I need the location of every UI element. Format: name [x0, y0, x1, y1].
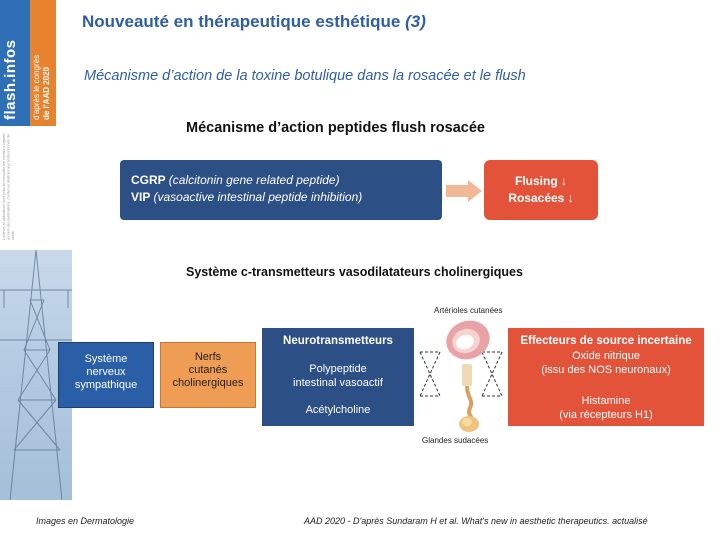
artery-icon: [444, 318, 498, 362]
congress-line-1: d'après le congrès: [32, 54, 41, 120]
arterioles-label: Artérioles cutanées: [434, 306, 503, 315]
title-number: (3): [405, 12, 426, 31]
neurotransmitters-box: [262, 328, 414, 426]
system-heading: Système c-transmetteurs vasodilatateurs cholinergiques: [186, 265, 523, 279]
diagram-heading: Mécanisme d’action peptides flush rosacée: [186, 120, 485, 136]
vip-full: (vasoactive intestinal peptide inhibition): [153, 190, 363, 204]
page-subtitle: Mécanisme d’action de la toxine botulique dans la rosacée et le flush: [84, 68, 526, 84]
peptide-line-2: intestinal vasoactif: [293, 377, 383, 389]
histamine-line-2: (via récepteurs H1): [559, 409, 653, 421]
neuro-heading: Neurotransmetteurs: [283, 335, 393, 347]
rosacea-label: Rosacées ↓: [508, 191, 574, 205]
nerfs-line-3: cholinergiques: [172, 377, 244, 389]
nerfs-line-2: cutanés: [188, 364, 228, 376]
nitric-oxide: [508, 349, 704, 377]
cgrp-abbr: CGRP: [131, 173, 166, 187]
systeme-line-1: Système: [84, 353, 128, 365]
nerfs-line-1: Nerfs: [194, 351, 222, 363]
glands-label: Glandes sudacées: [422, 436, 489, 445]
systeme-line-3: sympathique: [74, 379, 138, 391]
brand-logo: flash.infos: [2, 39, 19, 120]
sweat-gland-icon: [452, 362, 486, 434]
peptide-line-1: Polypeptide: [309, 363, 367, 375]
sympathetic-system-box: [58, 342, 154, 408]
histamine: [508, 394, 704, 422]
title-text: Nouveauté en thérapeutique esthétique: [82, 12, 401, 31]
flushing-label: Flusing ↓: [515, 174, 567, 188]
congress-line-2: de l'AAD 2020: [42, 66, 51, 120]
systeme-line-2: nerveux: [86, 366, 126, 378]
cgrp-full: (calcitonin gene related peptide): [168, 173, 340, 187]
histamine-line-1: Histamine: [581, 395, 631, 407]
footer-reference: AAD 2020 - D'après Sundaram H et al. What's new in aesthetic therapeutics. actualisé: [304, 516, 648, 526]
vip-abbr: VIP: [131, 190, 151, 204]
oxide-line-1: Oxide nitrique: [572, 350, 640, 362]
footer-journal: Images en Dermatologie: [36, 516, 135, 526]
vip-peptide: [262, 362, 414, 390]
effectors-heading: Effecteurs de source incertaine: [520, 335, 692, 347]
cholinergic-nerves-box: [160, 342, 256, 408]
effectors-box: [508, 328, 704, 426]
acetylcholine: Acétylcholine: [305, 404, 371, 416]
disclaimer-text: Lecteurs et utilisateurs sont priés de consulter les mentions légales au sein des publications. Contenus destinés aux professionnels de santé.: [2, 133, 16, 240]
oxide-line-2: (issu des NOS neuronaux): [541, 364, 671, 376]
